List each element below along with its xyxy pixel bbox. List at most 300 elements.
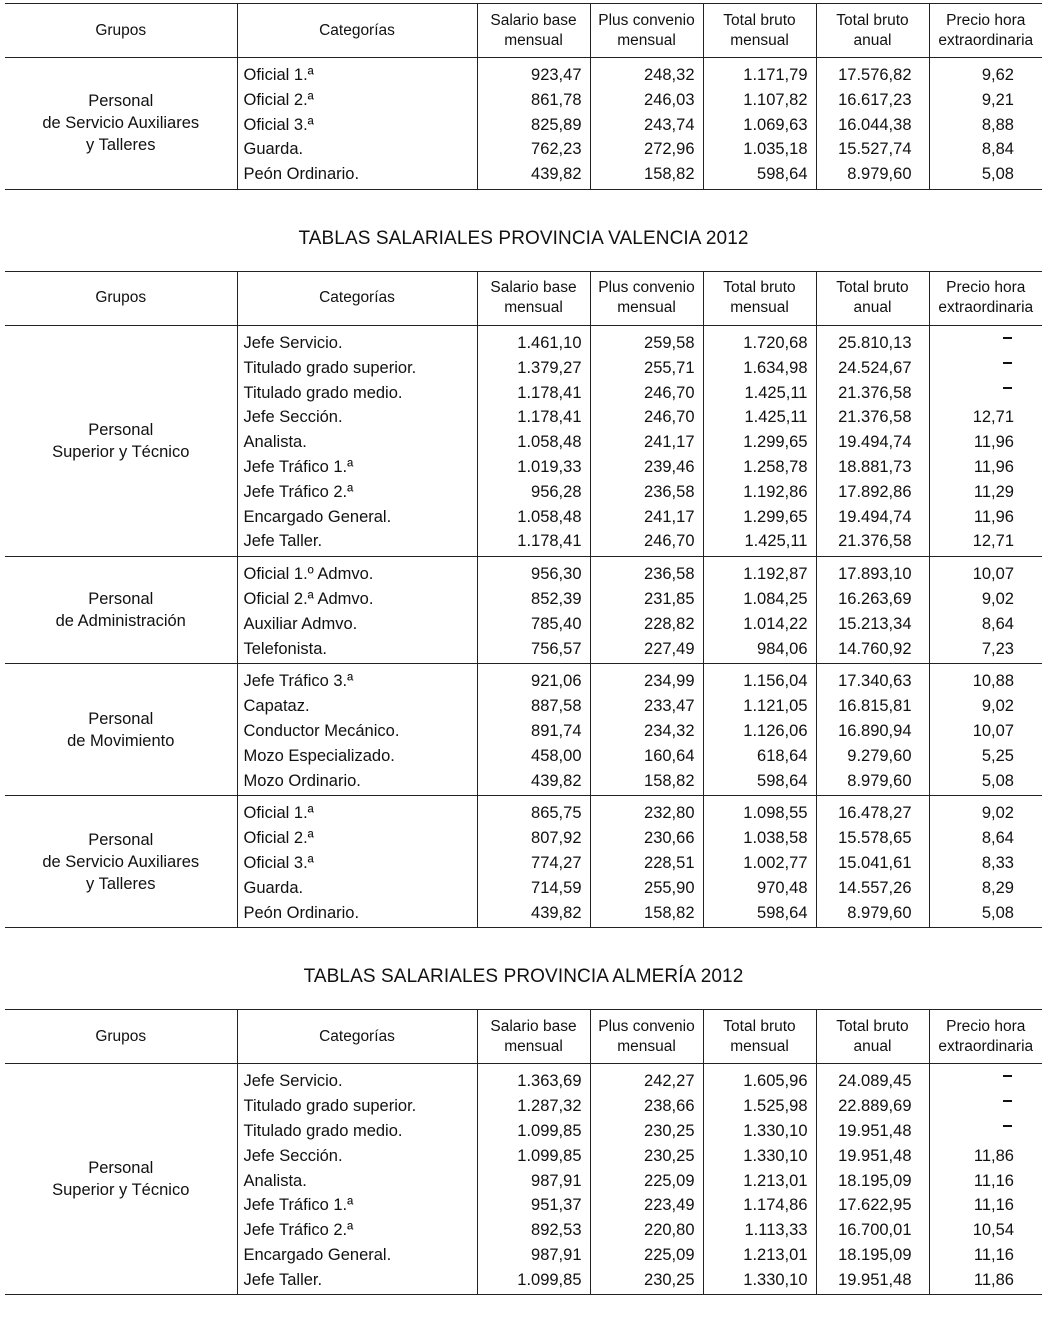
plus-convenio-cell: 255,90: [644, 878, 695, 897]
plus-convenio-cell: 231,85: [644, 589, 695, 608]
category-cell: Titulado grado medio.: [243, 383, 403, 402]
salario-base-cell: 865,75: [531, 804, 582, 823]
precio-hora-cell-column: [929, 58, 1042, 190]
group-name-line: de Servicio Auxiliares: [42, 852, 200, 871]
total-mensual-cell: 1.720,68: [743, 333, 808, 352]
total-mensual-cell-column: [703, 796, 816, 928]
total-anual-cell-column: [816, 325, 929, 556]
group-name-line: de Movimiento: [67, 731, 175, 750]
total-anual-cell: 8.979,60: [847, 903, 912, 922]
dash-mark: [1003, 337, 1012, 339]
plus-convenio-cell: 233,47: [644, 697, 695, 716]
precio-hora-cell: 8,33: [981, 853, 1014, 872]
plus-convenio-cell: 232,80: [644, 804, 695, 823]
plus-convenio-cell: 225,09: [644, 1171, 695, 1190]
total-anual-cell: 19.951,48: [838, 1121, 912, 1140]
group-name-line: y Talleres: [86, 136, 156, 155]
category-cell: Telefonista.: [243, 639, 327, 658]
group-name: [5, 664, 237, 796]
salario-base-cell-column: [477, 796, 590, 928]
category-cell: Jefe Tráfico 3.ª: [243, 672, 354, 691]
total-anual-cell: 17.576,82: [838, 66, 912, 84]
total-mensual-cell: 1.002,77: [743, 853, 808, 872]
column-header: Categorías: [237, 4, 477, 58]
plus-convenio-cell-column: [590, 325, 703, 556]
precio-hora-cell: [930, 331, 1015, 356]
total-anual-cell: 17.622,95: [838, 1196, 912, 1215]
category-cell: Peón Ordinario.: [243, 165, 360, 184]
total-anual-cell: 18.195,09: [838, 1245, 912, 1264]
precio-hora-cell-column: [929, 796, 1042, 928]
plus-convenio-cell: 242,27: [644, 1072, 695, 1091]
plus-convenio-cell: 238,66: [644, 1097, 695, 1116]
plus-convenio-cell: 234,32: [644, 721, 695, 740]
plus-convenio-cell: 220,80: [644, 1221, 695, 1240]
category-cell: Jefe Servicio.: [243, 333, 343, 352]
column-header: Grupos: [5, 271, 237, 325]
precio-hora-cell: 5,08: [981, 165, 1014, 184]
total-mensual-cell: 1.192,86: [743, 482, 808, 501]
precio-hora-cell-column: [929, 557, 1042, 664]
plus-convenio-cell: 223,49: [644, 1196, 695, 1215]
total-mensual-cell: 1.634,98: [743, 358, 808, 377]
category-cell: Jefe Taller.: [243, 532, 323, 551]
category-cell: Guarda.: [243, 878, 304, 897]
total-mensual-cell: 1.425,11: [744, 383, 808, 402]
total-mensual-cell: 1.126,06: [743, 721, 808, 740]
precio-hora-cell: 10,07: [972, 565, 1014, 584]
group-name-line: Personal: [88, 590, 154, 609]
plus-convenio-cell: 236,58: [644, 482, 695, 501]
column-header: Total bruto anual: [816, 271, 929, 325]
total-mensual-cell: 1.330,10: [743, 1121, 808, 1140]
group-name: [5, 58, 237, 190]
total-mensual-cell-column: [703, 664, 816, 796]
precio-hora-cell: 9,21: [981, 90, 1014, 109]
category-cell: Analista.: [243, 1171, 307, 1190]
salario-base-cell: 1.058,48: [517, 433, 582, 452]
precio-hora-cell: [930, 356, 1015, 381]
total-anual-cell: 15.041,61: [838, 853, 912, 872]
category-cell-column: [237, 58, 477, 190]
category-cell-column: [237, 796, 477, 928]
total-mensual-cell-column: [703, 58, 816, 190]
category-cell: Oficial 2.ª Admvo.: [243, 589, 374, 608]
precio-hora-cell: 8,29: [981, 878, 1014, 897]
total-mensual-cell: 598,64: [757, 771, 808, 790]
total-anual-cell: 19.951,48: [838, 1146, 912, 1165]
salario-base-cell-column: [477, 557, 590, 664]
plus-convenio-cell: 228,82: [644, 614, 695, 633]
total-mensual-cell-column: [703, 557, 816, 664]
category-cell: Jefe Tráfico 1.ª: [243, 457, 354, 476]
header-row: [5, 4, 1042, 58]
column-header: Precio hora extraordinaria: [929, 271, 1042, 325]
dash-mark: [1003, 1075, 1012, 1077]
column-header: Categorías: [237, 271, 477, 325]
salario-base-cell: 891,74: [531, 721, 582, 740]
salario-base-cell: 852,39: [531, 589, 582, 608]
category-cell: Oficial 1.ª: [243, 804, 314, 823]
salary-table: [5, 271, 1042, 928]
plus-convenio-cell: 230,25: [644, 1121, 695, 1140]
plus-convenio-cell-column: [590, 664, 703, 796]
precio-hora-cell: 9,02: [981, 589, 1014, 608]
salario-base-cell: 439,82: [531, 771, 582, 790]
precio-hora-cell: 11,16: [973, 1196, 1014, 1215]
group-name: [5, 1064, 237, 1295]
plus-convenio-cell-column: [590, 557, 703, 664]
category-cell-column: [237, 557, 477, 664]
category-cell: Jefe Tráfico 1.ª: [243, 1196, 354, 1215]
salario-base-cell: 951,37: [531, 1196, 582, 1215]
salario-base-cell: 887,58: [531, 697, 582, 716]
salario-base-cell: 861,78: [531, 90, 582, 109]
precio-hora-cell: 8,64: [981, 829, 1014, 848]
total-mensual-cell: 1.425,11: [744, 408, 808, 427]
category-cell: Oficial 3.ª: [243, 115, 314, 134]
precio-hora-cell: [930, 1069, 1015, 1094]
dash-mark: [1003, 1100, 1012, 1102]
total-anual-cell: 19.494,74: [838, 507, 912, 526]
section-title: TABLAS SALARIALES PROVINCIA VALENCIA 2012: [298, 227, 749, 249]
precio-hora-cell: 9,62: [981, 66, 1014, 84]
total-anual-cell: 15.527,74: [838, 140, 912, 159]
salario-base-cell: 458,00: [531, 746, 582, 765]
precio-hora-cell: 11,86: [973, 1270, 1014, 1289]
total-anual-cell: 17.340,63: [838, 672, 912, 691]
salario-base-cell: 923,47: [531, 66, 582, 84]
plus-convenio-cell: 241,17: [644, 433, 695, 452]
category-cell: Peón Ordinario.: [243, 903, 360, 922]
precio-hora-cell: 12,71: [972, 408, 1014, 427]
total-anual-cell: 16.263,69: [838, 589, 912, 608]
salario-base-cell: 892,53: [531, 1221, 582, 1240]
precio-hora-cell: 11,29: [973, 482, 1014, 501]
salario-base-cell: 774,27: [531, 853, 582, 872]
group-name: [5, 796, 237, 928]
salario-base-cell: 1.178,41: [517, 532, 582, 551]
header-row: [5, 271, 1042, 325]
category-cell-column: [237, 1064, 477, 1295]
precio-hora-cell: 11,16: [973, 1245, 1014, 1264]
column-header: Precio hora extraordinaria: [929, 4, 1042, 58]
dash-mark: [1003, 362, 1012, 364]
salary-tables-document: [5, 3, 1042, 1295]
precio-hora-cell: 8,88: [981, 115, 1014, 134]
category-cell: Mozo Especializado.: [243, 746, 395, 765]
group-name-line: de Servicio Auxiliares: [42, 114, 200, 133]
group-row: [5, 325, 1042, 556]
group-name-line: de Administración: [55, 612, 186, 631]
precio-hora-cell: 9,02: [981, 804, 1014, 823]
salario-base-cell-column: [477, 664, 590, 796]
total-mensual-cell: 1.425,11: [744, 532, 808, 551]
total-anual-cell: 21.376,58: [838, 383, 912, 402]
column-header: Salario base mensual: [477, 1010, 590, 1064]
plus-convenio-cell: 228,51: [644, 853, 695, 872]
plus-convenio-cell: 230,25: [644, 1270, 695, 1289]
plus-convenio-cell: 243,74: [644, 115, 695, 134]
salario-base-cell: 1.363,69: [517, 1072, 582, 1091]
total-anual-cell-column: [816, 58, 929, 190]
salario-base-cell: 1.461,10: [517, 333, 582, 352]
salario-base-cell: 1.379,27: [517, 358, 582, 377]
total-anual-cell: 8.979,60: [847, 165, 912, 184]
total-anual-cell: 9.279,60: [847, 746, 912, 765]
precio-hora-cell: 10,07: [972, 721, 1014, 740]
total-mensual-cell: 598,64: [757, 165, 808, 184]
salario-base-cell: 956,30: [531, 565, 582, 584]
total-anual-cell: 16.815,81: [838, 697, 912, 716]
total-mensual-cell: 1.035,18: [743, 140, 808, 159]
category-cell: Titulado grado superior.: [243, 358, 417, 377]
category-cell: Jefe Tráfico 2.ª: [243, 1221, 354, 1240]
total-anual-cell: 21.376,58: [838, 408, 912, 427]
total-mensual-cell: 1.121,05: [743, 697, 808, 716]
total-mensual-cell: 1.098,55: [743, 804, 808, 823]
total-anual-cell: 24.089,45: [838, 1072, 912, 1091]
total-anual-cell: 16.617,23: [838, 90, 912, 109]
category-cell: Analista.: [243, 433, 307, 452]
total-anual-cell-column: [816, 796, 929, 928]
column-header: Categorías: [237, 1010, 477, 1064]
precio-hora-cell: 7,23: [981, 639, 1014, 658]
precio-hora-cell: [930, 1119, 1015, 1144]
column-header: Precio hora extraordinaria: [929, 1010, 1042, 1064]
category-cell: Oficial 3.ª: [243, 853, 314, 872]
category-cell: Titulado grado medio.: [243, 1121, 403, 1140]
column-header: Plus convenio mensual: [590, 271, 703, 325]
salario-base-cell: 956,28: [531, 482, 582, 501]
plus-convenio-cell-column: [590, 58, 703, 190]
plus-convenio-cell: 158,82: [644, 165, 695, 184]
salario-base-cell: 807,92: [531, 829, 582, 848]
column-header: Total bruto mensual: [703, 4, 816, 58]
group-name-line: Superior y Técnico: [52, 1181, 190, 1200]
total-mensual-cell: 1.299,65: [743, 507, 808, 526]
section-title: TABLAS SALARIALES PROVINCIA ALMERÍA 2012: [303, 966, 744, 988]
salario-base-cell: 1.099,85: [517, 1146, 582, 1165]
precio-hora-cell: [930, 381, 1015, 406]
column-header: Salario base mensual: [477, 4, 590, 58]
total-anual-cell: 22.889,69: [838, 1097, 912, 1116]
salario-base-cell: 825,89: [531, 115, 582, 134]
group-name-line: Personal: [88, 830, 154, 849]
total-mensual-cell: 1.192,87: [743, 565, 808, 584]
group-row: [5, 58, 1042, 190]
column-header: Salario base mensual: [477, 271, 590, 325]
salario-base-cell: 785,40: [531, 614, 582, 633]
total-mensual-cell: 1.213,01: [743, 1171, 808, 1190]
total-mensual-cell: 1.014,22: [743, 614, 808, 633]
plus-convenio-cell: 255,71: [644, 358, 695, 377]
total-anual-cell: 18.881,73: [838, 457, 912, 476]
salario-base-cell: 1.099,85: [517, 1121, 582, 1140]
category-cell: Guarda.: [243, 140, 304, 159]
plus-convenio-cell: 160,64: [644, 746, 695, 765]
total-mensual-cell: 984,06: [757, 639, 808, 658]
precio-hora-cell: 12,71: [972, 532, 1014, 551]
group-name-line: Superior y Técnico: [52, 443, 190, 462]
precio-hora-cell-column: [929, 325, 1042, 556]
precio-hora-cell: 11,96: [973, 457, 1014, 476]
total-mensual-cell: 1.213,01: [743, 1245, 808, 1264]
precio-hora-cell: 11,96: [973, 507, 1014, 526]
total-mensual-cell: 1.299,65: [743, 433, 808, 452]
precio-hora-cell: 5,08: [981, 903, 1014, 922]
total-anual-cell: 21.376,58: [838, 532, 912, 551]
salario-base-cell-column: [477, 325, 590, 556]
total-anual-cell: 8.979,60: [847, 771, 912, 790]
category-cell-column: [237, 325, 477, 556]
category-cell-column: [237, 664, 477, 796]
plus-convenio-cell: 272,96: [644, 140, 695, 159]
group-name: [5, 557, 237, 664]
salary-table: [5, 3, 1042, 190]
salario-base-cell: 987,91: [531, 1245, 582, 1264]
precio-hora-cell-column: [929, 664, 1042, 796]
total-mensual-cell: 1.525,98: [743, 1097, 808, 1116]
precio-hora-cell: 5,08: [981, 771, 1014, 790]
category-cell: Oficial 1.º Admvo.: [243, 565, 374, 584]
category-cell: Mozo Ordinario.: [243, 771, 361, 790]
salario-base-cell: 1.058,48: [517, 507, 582, 526]
precio-hora-cell: [930, 1094, 1015, 1119]
salario-base-cell: 439,82: [531, 903, 582, 922]
group-name-line: y Talleres: [86, 874, 156, 893]
total-anual-cell: 15.578,65: [838, 829, 912, 848]
group-name: [5, 325, 237, 556]
plus-convenio-cell: 246,70: [644, 408, 695, 427]
category-cell: Oficial 1.ª: [243, 66, 314, 84]
total-mensual-cell: 1.330,10: [743, 1146, 808, 1165]
salario-base-cell: 1.178,41: [517, 383, 582, 402]
plus-convenio-cell: 246,70: [644, 532, 695, 551]
salario-base-cell: 714,59: [531, 878, 582, 897]
precio-hora-cell: 10,54: [972, 1221, 1014, 1240]
total-anual-cell: 16.044,38: [838, 115, 912, 134]
category-cell: Oficial 2.ª: [243, 829, 314, 848]
header-row: [5, 1010, 1042, 1064]
salario-base-cell-column: [477, 1064, 590, 1295]
total-mensual-cell: 1.107,82: [743, 90, 808, 109]
plus-convenio-cell: 241,17: [644, 507, 695, 526]
plus-convenio-cell: 230,25: [644, 1146, 695, 1165]
precio-hora-cell: 8,64: [981, 614, 1014, 633]
precio-hora-cell: 11,96: [973, 433, 1014, 452]
salario-base-cell: 921,06: [531, 672, 582, 691]
category-cell: Encargado General.: [243, 1245, 392, 1264]
total-mensual-cell: 1.258,78: [743, 457, 808, 476]
precio-hora-cell: 11,16: [973, 1171, 1014, 1190]
total-anual-cell-column: [816, 1064, 929, 1295]
category-cell: Jefe Tráfico 2.ª: [243, 482, 354, 501]
salario-base-cell: 756,57: [531, 639, 582, 658]
column-header: Total bruto anual: [816, 4, 929, 58]
category-cell: Jefe Sección.: [243, 408, 343, 427]
salario-base-cell: 1.099,85: [517, 1270, 582, 1289]
plus-convenio-cell: 227,49: [644, 639, 695, 658]
total-anual-cell: 18.195,09: [838, 1171, 912, 1190]
precio-hora-cell: 5,25: [981, 746, 1014, 765]
total-mensual-cell: 1.156,04: [743, 672, 808, 691]
total-anual-cell: 19.494,74: [838, 433, 912, 452]
total-anual-cell: 24.524,67: [838, 358, 912, 377]
group-name-line: Personal: [88, 92, 154, 111]
precio-hora-cell: 8,84: [981, 140, 1014, 159]
salario-base-cell: 1.019,33: [517, 457, 582, 476]
plus-convenio-cell-column: [590, 796, 703, 928]
plus-convenio-cell-column: [590, 1064, 703, 1295]
column-header: Total bruto anual: [816, 1010, 929, 1064]
plus-convenio-cell: 234,99: [644, 672, 695, 691]
total-anual-cell-column: [816, 664, 929, 796]
group-row: [5, 664, 1042, 796]
column-header: Plus convenio mensual: [590, 1010, 703, 1064]
salario-base-cell-column: [477, 58, 590, 190]
precio-hora-cell: 11,86: [973, 1146, 1014, 1165]
column-header: Grupos: [5, 1010, 237, 1064]
total-mensual-cell: 1.174,86: [743, 1196, 808, 1215]
total-anual-cell: 16.700,01: [838, 1221, 912, 1240]
column-header: Plus convenio mensual: [590, 4, 703, 58]
category-cell: Auxiliar Admvo.: [243, 614, 358, 633]
plus-convenio-cell: 158,82: [644, 903, 695, 922]
total-mensual-cell-column: [703, 325, 816, 556]
plus-convenio-cell: 236,58: [644, 565, 695, 584]
group-name-line: Personal: [88, 1159, 154, 1178]
total-mensual-cell: 598,64: [757, 903, 808, 922]
total-mensual-cell: 618,64: [757, 746, 808, 765]
total-anual-cell: 16.478,27: [838, 804, 912, 823]
group-name-line: Personal: [88, 709, 154, 728]
precio-hora-cell: 10,88: [972, 672, 1014, 691]
category-cell: Titulado grado superior.: [243, 1097, 417, 1116]
column-header: Total bruto mensual: [703, 1010, 816, 1064]
dash-mark: [1003, 1125, 1012, 1127]
total-mensual-cell: 970,48: [757, 878, 808, 897]
plus-convenio-cell: 230,66: [644, 829, 695, 848]
total-anual-cell: 17.893,10: [838, 565, 912, 584]
plus-convenio-cell: 239,46: [644, 457, 695, 476]
plus-convenio-cell: 248,32: [644, 66, 695, 84]
category-cell: Encargado General.: [243, 507, 392, 526]
salario-base-cell: 1.178,41: [517, 408, 582, 427]
category-cell: Jefe Servicio.: [243, 1072, 343, 1091]
salario-base-cell: 762,23: [531, 140, 582, 159]
group-name-line: Personal: [88, 421, 154, 440]
total-anual-cell: 16.890,94: [838, 721, 912, 740]
column-header: Grupos: [5, 4, 237, 58]
group-row: [5, 1064, 1042, 1295]
total-mensual-cell: 1.038,58: [743, 829, 808, 848]
plus-convenio-cell: 158,82: [644, 771, 695, 790]
total-mensual-cell: 1.069,63: [743, 115, 808, 134]
plus-convenio-cell: 259,58: [644, 333, 695, 352]
total-mensual-cell: 1.171,79: [743, 66, 808, 84]
plus-convenio-cell: 246,70: [644, 383, 695, 402]
category-cell: Jefe Taller.: [243, 1270, 323, 1289]
total-anual-cell-column: [816, 557, 929, 664]
group-row: [5, 796, 1042, 928]
salario-base-cell: 1.287,32: [517, 1097, 582, 1116]
group-row: [5, 557, 1042, 664]
category-cell: Oficial 2.ª: [243, 90, 314, 109]
total-anual-cell: 15.213,34: [838, 614, 912, 633]
category-cell: Conductor Mecánico.: [243, 721, 400, 740]
precio-hora-cell-column: [929, 1064, 1042, 1295]
